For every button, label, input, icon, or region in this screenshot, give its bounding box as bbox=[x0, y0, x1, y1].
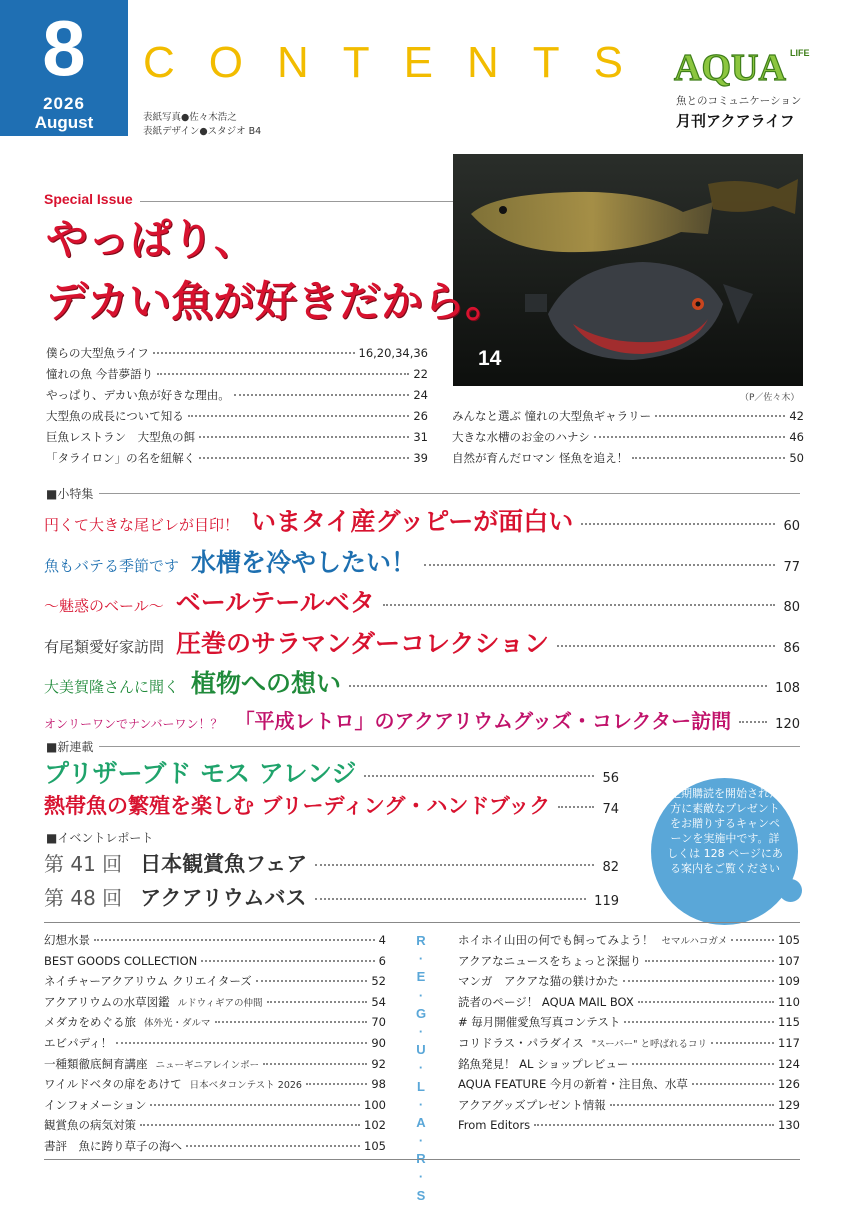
cover-credits bbox=[143, 111, 261, 139]
mini-feature-item[interactable] bbox=[44, 502, 800, 538]
regular-item-title: エビパディ！ bbox=[44, 1035, 113, 1050]
mini-feature-title: 植物への想い bbox=[191, 669, 342, 699]
regular-item-title: インフォメーション bbox=[44, 1097, 147, 1112]
toc-item[interactable]: 巨魚レストラン 大型魚の餌 31 bbox=[46, 430, 428, 444]
regular-item-page: 117 bbox=[778, 1035, 800, 1050]
regulars-letter: · bbox=[418, 1096, 424, 1112]
regular-item[interactable] bbox=[458, 1012, 800, 1033]
regulars-letter: L bbox=[417, 1078, 425, 1094]
regulars-letter: A bbox=[416, 1114, 426, 1130]
regular-item-page: 92 bbox=[371, 1056, 386, 1071]
decorative-dot bbox=[779, 879, 802, 902]
toc-item[interactable]: 自然が育んだロマン 怪魚を追え！ 50 bbox=[452, 451, 804, 465]
regular-item-subtitle: 日本ベタコンテスト 2026 bbox=[189, 1080, 302, 1092]
regular-item-title: # 毎月開催愛魚写真コンテスト bbox=[458, 1015, 621, 1030]
regular-item-title: アクアグッズプレゼント情報 bbox=[458, 1097, 606, 1112]
brand-tagline: 魚とのコミュニケーション bbox=[676, 95, 802, 107]
regular-item-page: 70 bbox=[371, 1015, 386, 1030]
special-headline-line-1: やっぱり、 bbox=[46, 215, 257, 264]
regular-item[interactable] bbox=[458, 1033, 800, 1054]
regular-item-page: 130 bbox=[778, 1118, 800, 1133]
regular-item[interactable] bbox=[458, 992, 800, 1013]
arowana-oscar-photo bbox=[453, 154, 803, 386]
regular-item[interactable] bbox=[44, 971, 386, 992]
regulars-left-list bbox=[44, 930, 386, 1157]
regular-item-page: 107 bbox=[778, 953, 800, 968]
regular-item[interactable] bbox=[44, 930, 386, 951]
regulars-letter: E bbox=[416, 969, 426, 985]
regular-item-page: 129 bbox=[778, 1097, 800, 1112]
issue-year: 2026 bbox=[43, 94, 85, 113]
toc-item[interactable]: やっぱり、デカい魚が好きな理由。 24 bbox=[46, 388, 428, 402]
mini-feature-kicker: 有尾類愛好家訪問 bbox=[44, 637, 165, 656]
mini-feature-page: 80 bbox=[783, 600, 800, 616]
toc-item[interactable]: 第 41 回 日本観賞魚フェア 82 bbox=[44, 852, 619, 876]
aqualife-logo bbox=[672, 44, 822, 88]
special-toc-right bbox=[452, 406, 804, 469]
mini-feature-title: いまタイ産グッピーが面白い bbox=[251, 507, 574, 536]
regular-item-page: 100 bbox=[364, 1097, 386, 1112]
regular-item[interactable] bbox=[44, 1033, 386, 1054]
toc-item[interactable]: みんなと選ぶ 憧れの大型魚ギャラリー 42 bbox=[452, 409, 804, 423]
toc-item[interactable]: 第 48 回 アクアリウムバス 119 bbox=[44, 886, 619, 910]
mini-feature-page: 60 bbox=[783, 519, 800, 534]
regulars-letter: U bbox=[416, 1042, 426, 1058]
regular-item[interactable] bbox=[44, 1115, 386, 1136]
regular-item[interactable] bbox=[44, 1054, 386, 1075]
toc-item[interactable]: 熱帯魚の繁殖を楽しむ ブリーディング・ハンドブック 74 bbox=[44, 794, 619, 818]
mini-feature-item[interactable] bbox=[44, 664, 800, 700]
issue-box bbox=[0, 0, 128, 136]
regular-item-page: 110 bbox=[778, 994, 800, 1009]
regular-item[interactable] bbox=[44, 951, 386, 972]
mini-feature-title: 「平成レトロ」のアクアリウムグッズ・コレクター訪問 bbox=[234, 709, 732, 733]
regulars-letter: · bbox=[418, 1060, 424, 1076]
regular-item[interactable] bbox=[458, 1054, 800, 1075]
toc-item[interactable]: 大型魚の成長について知る 26 bbox=[46, 409, 428, 423]
regular-item[interactable] bbox=[44, 1074, 386, 1095]
regular-item-page: 105 bbox=[364, 1138, 386, 1153]
divider bbox=[44, 1159, 800, 1160]
logo-text: AQUA bbox=[674, 47, 786, 88]
regular-item-page: 115 bbox=[778, 1015, 800, 1030]
regular-item-page: 90 bbox=[371, 1035, 386, 1050]
regular-item-title: BEST GOODS COLLECTION bbox=[44, 953, 198, 968]
regular-item-title: 一種類徹底飼育講座 bbox=[44, 1056, 148, 1071]
regular-item-title: アクアリウムの水草図鑑 bbox=[44, 994, 170, 1009]
regular-item-page: 124 bbox=[778, 1056, 800, 1071]
regular-item-title: ワイルドベタの扉をあけて bbox=[44, 1077, 182, 1092]
regular-item-page: 98 bbox=[371, 1077, 386, 1092]
page-title: CONTENTS bbox=[143, 38, 657, 87]
regular-item-title: アクアなニュースをちょっと深掘り bbox=[458, 953, 642, 968]
mini-feature-kicker: 魚もバテる季節です bbox=[44, 556, 180, 575]
regular-item-title: 観賞魚の病気対策 bbox=[44, 1118, 136, 1133]
regular-item-title: コリドラス・パラダイス bbox=[458, 1035, 584, 1050]
special-headline-line-2: デカい魚が好きだから。 bbox=[46, 277, 508, 326]
regular-item-title: 幻想水景 bbox=[44, 933, 90, 947]
mini-feature-title: 圧巻のサラマンダーコレクション bbox=[176, 628, 550, 658]
regulars-letter: · bbox=[418, 1023, 424, 1039]
regulars-right-list bbox=[458, 930, 800, 1136]
mini-feature-kicker: 大美賀隆さんに聞く bbox=[44, 678, 180, 697]
toc-item[interactable]: 僕らの大型魚ライフ 16,20,34,36 bbox=[46, 346, 428, 360]
regular-item-subtitle: "スーパー" と呼ばれるコリ bbox=[591, 1038, 708, 1050]
subscription-notice-text: 定期購読を開始された方に素敵なプレゼントをお贈りするキャンペーンを実施中です。詳しくは 128 ページにある案内をご覧ください bbox=[667, 787, 783, 875]
regular-item-page: 105 bbox=[778, 933, 800, 947]
photo-page-number: 14 bbox=[478, 347, 502, 370]
regulars-letter: · bbox=[418, 1169, 424, 1185]
regulars-letter: · bbox=[418, 1133, 424, 1149]
regular-item-title: ネイチャーアクアリウム クリエイターズ bbox=[44, 974, 252, 989]
divider bbox=[46, 746, 800, 747]
toc-item[interactable]: プリザーブド モス アレンジ 56 bbox=[44, 759, 619, 788]
logo-sup: LIFE bbox=[790, 48, 810, 58]
regular-item[interactable] bbox=[458, 971, 800, 992]
mini-feature-page: 77 bbox=[783, 559, 800, 575]
mini-feature-item[interactable] bbox=[44, 624, 800, 660]
mini-feature-item[interactable] bbox=[44, 583, 800, 619]
regular-item-subtitle: ニューギニアレインボー bbox=[155, 1059, 260, 1071]
toc-item[interactable]: 大きな水槽のお金のハナシ 46 bbox=[452, 430, 804, 444]
regular-item-page: 126 bbox=[778, 1077, 800, 1092]
regular-item[interactable] bbox=[458, 930, 800, 951]
regular-item-page: 102 bbox=[364, 1118, 386, 1133]
regular-item-title: 読者のページ！ AQUA MAIL BOX bbox=[458, 994, 634, 1009]
regular-item-subtitle: セマルハコガメ bbox=[661, 936, 728, 947]
regular-item[interactable] bbox=[44, 992, 386, 1013]
regular-item-page: 4 bbox=[378, 933, 386, 947]
toc-item[interactable]: 憧れの魚 今昔夢語り 22 bbox=[46, 367, 428, 381]
regular-item-title: 銘魚発見！ AL ショップレビュー bbox=[458, 1056, 629, 1071]
regular-item-title: マンガ アクアな猫の躾けかた bbox=[458, 974, 619, 989]
regular-item-subtitle: ルドウィギアの仲間 bbox=[177, 997, 263, 1009]
divider bbox=[44, 922, 800, 923]
credit-photo: 表紙写真●佐々木浩之 bbox=[143, 112, 237, 123]
mini-feature-page: 86 bbox=[783, 640, 800, 656]
regular-item[interactable] bbox=[44, 1012, 386, 1033]
regular-item-title: 書評 魚に跨り草子の海へ bbox=[44, 1138, 182, 1153]
regular-item[interactable] bbox=[44, 1095, 386, 1116]
regulars-letter: · bbox=[418, 951, 424, 967]
regular-item-title: AQUA FEATURE 今月の新着・注目魚、水草 bbox=[458, 1077, 688, 1092]
regular-item[interactable] bbox=[44, 1136, 386, 1157]
regular-item-title: ホイホイ山田の何でも飼ってみよう！ bbox=[458, 933, 654, 947]
special-issue-label: Special Issue bbox=[44, 191, 133, 207]
mini-feature-kicker: 円くて大きな尾ビレが目印！ bbox=[44, 516, 240, 534]
issue-month: August bbox=[34, 113, 94, 132]
divider bbox=[140, 201, 458, 202]
regular-item[interactable] bbox=[458, 951, 800, 972]
regular-item-page: 109 bbox=[778, 974, 800, 989]
regulars-letter: S bbox=[416, 1187, 426, 1203]
regulars-letter: G bbox=[415, 1005, 427, 1021]
divider bbox=[46, 493, 800, 494]
brand-name: 月刊アクアライフ bbox=[676, 112, 795, 130]
section-label-mini-features: ■小特集 bbox=[46, 485, 99, 502]
mini-feature-item[interactable] bbox=[44, 543, 800, 579]
regular-item-page: 52 bbox=[371, 974, 386, 989]
regulars-letter: R bbox=[416, 933, 426, 948]
mini-feature-title: 水槽を冷やしたい！ bbox=[191, 547, 417, 577]
regular-item-page: 54 bbox=[371, 994, 386, 1009]
special-toc-left bbox=[46, 343, 428, 469]
regular-item-page: 6 bbox=[378, 953, 386, 968]
toc-item[interactable]: 「タライロン」の名を紐解く 39 bbox=[46, 451, 428, 465]
regular-item[interactable] bbox=[458, 1095, 800, 1116]
regulars-letter: · bbox=[418, 987, 424, 1003]
mini-feature-title: ベールテールベタ bbox=[175, 588, 375, 618]
mini-feature-item[interactable] bbox=[44, 705, 800, 741]
mini-feature-kicker: オンリーワンでナンバーワン！？ bbox=[44, 717, 223, 731]
mini-feature-kicker: 〜魅惑のベール〜 bbox=[44, 597, 164, 616]
mini-feature-page: 108 bbox=[775, 681, 800, 697]
regular-item[interactable] bbox=[458, 1074, 800, 1095]
issue-number: 8 bbox=[42, 4, 86, 92]
credit-design: 表紙デザイン●スタジオ B4 bbox=[143, 126, 262, 137]
mini-feature-page: 120 bbox=[775, 717, 800, 732]
regular-item-subtitle: 体外光・ダルマ bbox=[144, 1018, 211, 1030]
photo-credit: （P／佐々木） bbox=[740, 393, 800, 403]
regular-item-title: メダカをめぐる旅 bbox=[44, 1015, 136, 1030]
regulars-vertical-label bbox=[413, 932, 429, 1205]
section-label-event-report: ■イベントレポート bbox=[46, 829, 159, 846]
regular-item[interactable] bbox=[458, 1115, 800, 1136]
regular-item-title: From Editors bbox=[458, 1118, 531, 1133]
section-label-new-series: ■新連載 bbox=[46, 738, 99, 755]
